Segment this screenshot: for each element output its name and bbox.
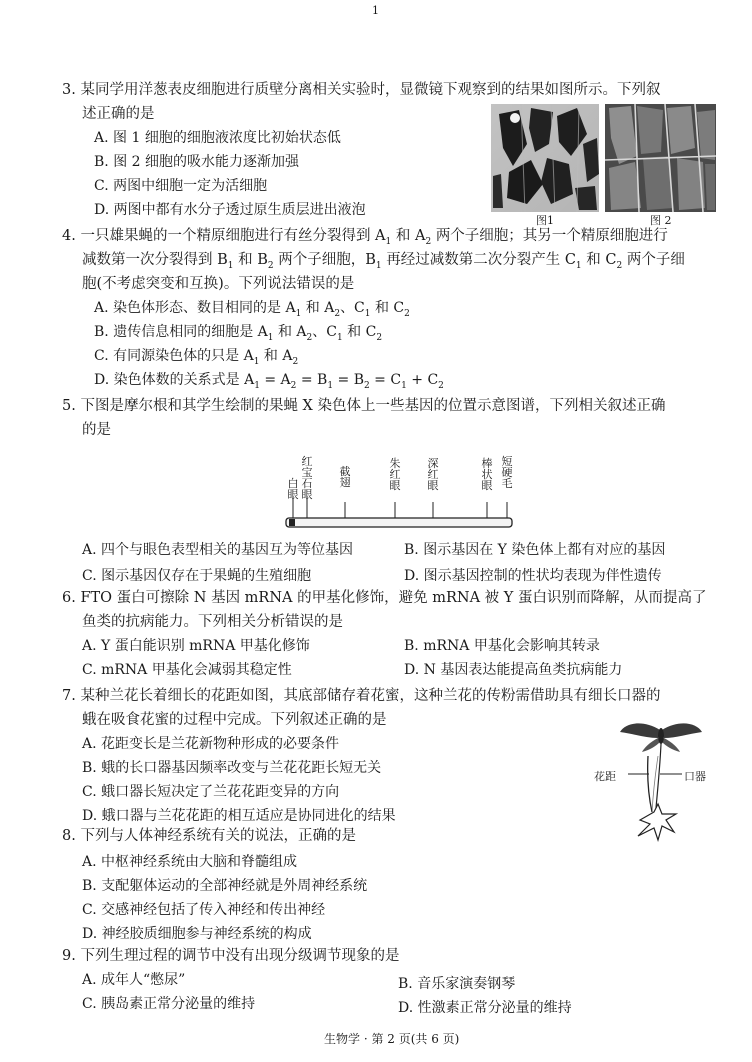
gene-label-white-eye: 白眼	[287, 477, 299, 501]
q7-option-b: B. 蛾的长口器基因频率改变与兰花花距长短无关	[82, 760, 382, 776]
q6-option-a: A. Y 蛋白能识别 mRNA 甲基化修饰	[82, 638, 310, 654]
q5-option-a: A. 四个与眼色表型相关的基因互为等位基因	[82, 542, 354, 558]
x-chromosome-diagram	[280, 496, 520, 536]
gene-label-cut-wing: 截翅	[339, 465, 351, 489]
q3-option-d: D. 两图中都有水分子透过原生质层进出液泡	[94, 202, 366, 218]
page-footer: 生物学 · 第 2 页(共 6 页)	[324, 1032, 460, 1046]
q9-stem: 9. 下列生理过程的调节中没有出现分级调节现象的是	[62, 948, 400, 964]
q7-stem-line1: 7. 某种兰花长着细长的花距如图，其底部储存着花蜜，这种兰花的传粉需借助具有细长口器的	[62, 688, 661, 704]
q7-label-mouthpart: 口器	[684, 770, 706, 783]
q8-option-d: D. 神经胶质细胞参与神经系统的构成	[82, 926, 312, 942]
q4-option-d: D. 染色体数的关系式是 $A_1 = A_2 = B_1 = B_2 = C_1 + C_2$	[94, 372, 444, 391]
q6-stem-line2: 鱼类的抗病能力。下列相关分析错误的是	[82, 614, 343, 630]
q3-stem-line2: 述正确的是	[82, 106, 155, 122]
gene-label-bar-eye: 棒状眼	[481, 457, 493, 492]
q5-option-d: D. 图示基因控制的性状均表现为伴性遗传	[404, 568, 662, 584]
q8-option-a: A. 中枢神经系统由大脑和脊髓组成	[82, 854, 298, 870]
figure-1-cells	[491, 104, 599, 212]
q3-stem-line1: 3. 某同学用洋葱表皮细胞进行质壁分离相关实验时，显微镜下观察到的结果如图所示。下列叙	[62, 82, 661, 98]
q4-stem-line2: 减数第一次分裂得到 $B_1$ 和 $B_2$ 两个子细胞，$B_1$ 再经过减数第二次分裂产生 $C_1$ 和 $C_2$ 两个子细	[82, 252, 685, 271]
q5-option-b: B. 图示基因在 Y 染色体上都有对应的基因	[404, 542, 666, 558]
q4-option-b: B. 遗传信息相同的细胞是 $A_1$ 和 $A_2$、$C_1$ 和 $C_2$	[94, 324, 383, 343]
q6-option-b: B. mRNA 甲基化会影响其转录	[404, 638, 600, 654]
q4-option-a: A. 染色体形态、数目相同的是 $A_1$ 和 $A_2$、$C_1$ 和 $C_2$	[94, 300, 410, 319]
q9-option-c: C. 胰岛素正常分泌量的维持	[82, 996, 256, 1012]
q4-option-c: C. 有同源染色体的只是 $A_1$ 和 $A_2$	[94, 348, 299, 367]
q3-micrographs	[491, 104, 716, 212]
gene-label-vermilion-eye: 朱红眼	[389, 457, 401, 492]
q3-option-a: A. 图 1 细胞的细胞液浓度比初始状态低	[94, 130, 341, 146]
q5-option-c: C. 图示基因仅存在于果蝇的生殖细胞	[82, 568, 312, 584]
q7-option-d: D. 蛾口器与兰花花距的相互适应是协同进化的结果	[82, 808, 396, 824]
page-marker: 1	[372, 4, 379, 17]
q7-option-a: A. 花距变长是兰花新物种形成的必要条件	[82, 736, 340, 752]
q9-option-d: D. 性激素正常分泌量的维持	[398, 1000, 572, 1016]
q6-stem-line1: 6. FTO 蛋白可擦除 N 基因 mRNA 的甲基化修饰，避免 mRNA 被 Y 蛋白识别而降解，从而提高了	[62, 590, 707, 606]
q6-option-c: C. mRNA 甲基化会减弱其稳定性	[82, 662, 292, 678]
q9-option-a: A. 成年人“憋尿”	[82, 972, 186, 988]
q4-stem-line1: 4. 一只雄果蝇的一个精原细胞进行有丝分裂得到 $A_1$ 和 $A_2$ 两个子细胞；其另一个精原细胞进行	[62, 228, 668, 247]
q5-stem-line1: 5. 下图是摩尔根和其学生绘制的果蝇 X 染色体上一些基因的位置示意图谱，下列相关叙述正确	[62, 398, 666, 414]
q3-fig1-label: 图1	[536, 214, 554, 227]
q8-option-b: B. 支配躯体运动的全部神经就是外周神经系统	[82, 878, 368, 894]
gene-label-deep-red-eye: 深红眼	[427, 457, 439, 492]
q9-option-b: B. 音乐家演奏钢琴	[398, 976, 516, 992]
figure-2-cells	[605, 104, 716, 212]
q7-stem-line2: 蛾在吸食花蜜的过程中完成。下列叙述正确的是	[82, 712, 387, 728]
gene-label-short-bristle: 短硬毛	[501, 455, 513, 490]
q7-option-c: C. 蛾口器长短决定了兰花花距变异的方向	[82, 784, 340, 800]
q3-option-b: B. 图 2 细胞的吸水能力逐渐加强	[94, 154, 299, 170]
q8-option-c: C. 交感神经包括了传入神经和传出神经	[82, 902, 326, 918]
q8-stem: 8. 下列与人体神经系统有关的说法，正确的是	[62, 828, 356, 844]
q5-stem-line2: 的是	[82, 422, 111, 438]
q7-label-spur: 花距	[594, 770, 616, 783]
q3-option-c: C. 两图中细胞一定为活细胞	[94, 178, 268, 194]
q6-option-d: D. N 基因表达能提高鱼类抗病能力	[404, 662, 623, 678]
q3-fig2-label: 图 2	[650, 214, 672, 227]
q4-stem-line3: 胞(不考虑突变和互换)。下列说法错误的是	[82, 276, 355, 292]
gene-label-ruby-eye: 红宝石眼	[301, 455, 313, 501]
